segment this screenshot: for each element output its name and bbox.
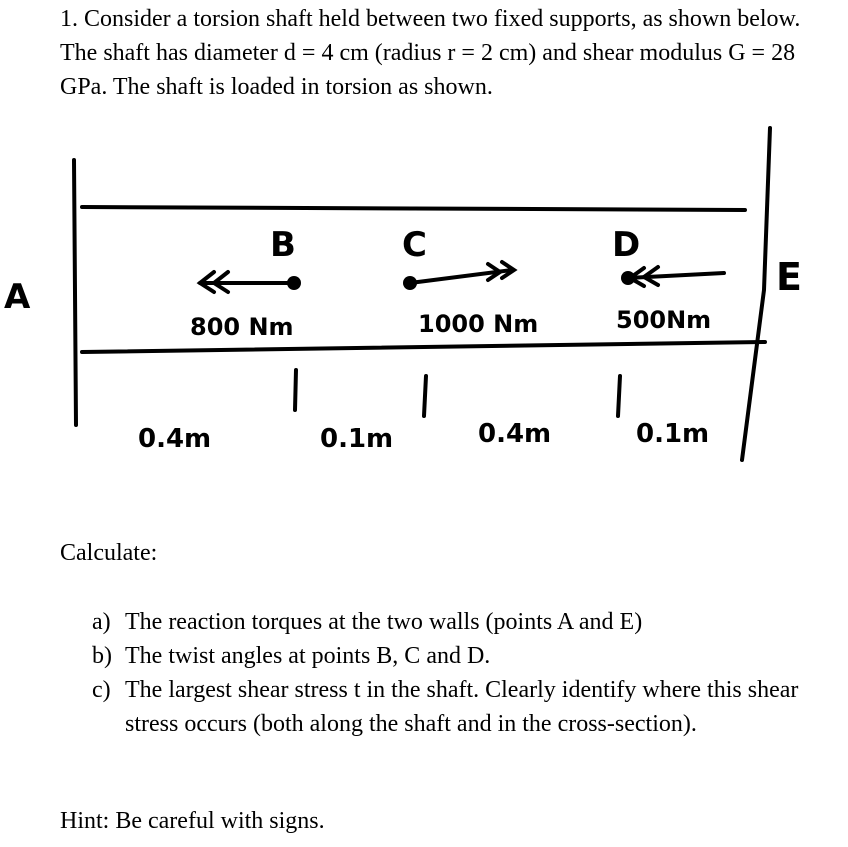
question-c-text: The largest shear stress t in the shaft. Clearly identify where this shear stress occurs (both along the shaft and in the cross-section). xyxy=(125,677,799,737)
question-b-label: b) xyxy=(92,643,112,669)
torque-b-value: 800 Nm xyxy=(190,313,294,341)
dim-tick-2 xyxy=(424,376,426,416)
shaft-top-line xyxy=(82,207,745,210)
problem-number: 1. xyxy=(60,6,78,32)
hint-text: Hint: Be careful with signs. xyxy=(60,808,325,834)
question-list xyxy=(92,605,842,741)
torque-arrow-d xyxy=(628,267,724,286)
question-b xyxy=(92,639,842,673)
torque-arrow-c xyxy=(410,262,514,283)
problem-statement xyxy=(60,2,830,104)
point-b-dot xyxy=(287,276,301,290)
point-c-dot xyxy=(403,276,417,290)
problem-text: Consider a torsion shaft held between two fixed supports, as shown below. The shaft has diameter d = 4 cm (radius r = 2 cm) and shear modulus G = 28 GPa. The shaft is loaded in torsion as shown. xyxy=(60,6,801,100)
question-c xyxy=(92,673,842,741)
dim-tick-3 xyxy=(618,376,620,416)
question-a-label: a) xyxy=(92,609,111,635)
label-d: D xyxy=(612,225,641,265)
label-e: E xyxy=(776,255,802,299)
question-a-text: The reaction torques at the two walls (points A and E) xyxy=(125,609,643,635)
label-a: A xyxy=(4,277,31,317)
question-a xyxy=(92,605,842,639)
shaft-bottom-line xyxy=(82,342,765,352)
dim-tick-1 xyxy=(295,370,296,410)
torque-d-value: 500Nm xyxy=(616,306,712,334)
point-d-dot xyxy=(621,271,635,285)
label-c: C xyxy=(402,225,427,265)
segment-2-length: 0.1m xyxy=(320,424,394,454)
torque-c-value: 1000 Nm xyxy=(418,310,539,338)
torque-arrow-b xyxy=(200,272,294,292)
segment-3-length: 0.4m xyxy=(478,419,552,449)
right-wall xyxy=(742,128,770,460)
left-wall xyxy=(74,160,76,425)
shaft-diagram xyxy=(0,120,848,480)
question-b-text: The twist angles at points B, C and D. xyxy=(125,643,491,669)
question-c-label: c) xyxy=(92,677,111,703)
calculate-heading: Calculate: xyxy=(60,540,158,566)
segment-4-length: 0.1m xyxy=(636,419,710,449)
segment-1-length: 0.4m xyxy=(138,424,212,454)
label-b: B xyxy=(270,225,296,265)
